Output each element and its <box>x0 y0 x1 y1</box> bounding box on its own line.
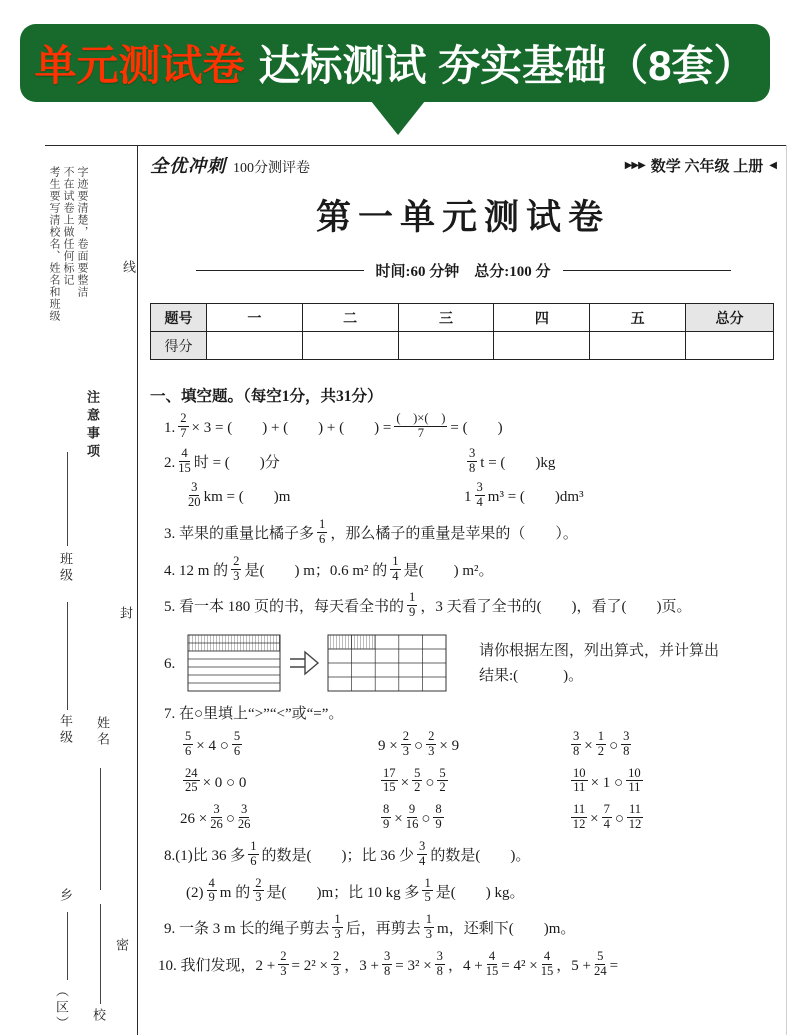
question-4: 4. 12 m 的 $\frac{2}{3}$ 是( ) m；0.6 m² 的 $\frac{1}{4}$ 是( ) m²。 <box>164 553 494 583</box>
comparison-cell: $\frac{10}{11}$ × 1 ○ $\frac{10}{11}$ <box>573 765 641 795</box>
score-row-label: 得分 <box>151 332 207 360</box>
subject-text: 数学 六年级 上册 <box>650 158 764 175</box>
question-2d: 1 $\frac{3}{4}$ m³ = ( )dm³ <box>464 480 584 510</box>
town-label: 乡 <box>58 888 73 904</box>
comparison-cell: $\frac{8}{9}$ × $\frac{9}{16}$ ○ $\frac{8}{9}$ <box>383 802 442 832</box>
score-table <box>150 303 774 360</box>
score-input-cell <box>302 332 398 360</box>
paper-title: 第一单元测试卷 <box>315 198 610 237</box>
meta-text: 时间:60 分钟 总分:100 分 <box>375 264 551 280</box>
score-input-cell <box>398 332 494 360</box>
question-10: 10. 我们发现，2 + $\frac{2}{3}$ = 2² × $\frac{2}{3}$ ，3 + $\frac{3}{8}$ = 3² × $\frac{3}{8}$ ，4 + $\frac{4}{15}$ = 4² × $\frac{4}{15}$ ，5 + $\frac{5}{24}$ = <box>158 949 619 978</box>
score-header-cell: 二 <box>302 304 398 332</box>
comparison-cell: 9 × $\frac{2}{3}$ ○ $\frac{2}{3}$ × 9 <box>378 728 460 758</box>
promo-banner <box>20 24 770 102</box>
comparison-cell: $\frac{24}{25}$ × 0 ○ 0 <box>185 765 247 795</box>
question-8-part-1: 8.(1)比 36 多 $\frac{1}{6}$ 的数是( )；比 36 少 $\frac{3}{4}$ 的数是( )。 <box>164 838 531 868</box>
score-header-row <box>151 304 774 332</box>
question-2b: $\frac{3}{8}$ t = ( )kg <box>469 445 556 475</box>
blank-line <box>67 602 68 710</box>
paper-content <box>150 154 776 981</box>
question-3: 3. 苹果的重量比橘子多 $\frac{1}{6}$ ，那么橘子的重量是苹果的（ ）。 <box>164 517 578 546</box>
name-label: 姓名 <box>95 716 110 748</box>
brand-subtitle: 100分测评卷 <box>233 161 310 176</box>
score-value-row <box>151 332 774 360</box>
score-header-cell: 题号 <box>151 304 207 332</box>
score-header-cell: 五 <box>590 304 686 332</box>
question-2-line-1 <box>164 445 776 478</box>
banner-pointer-triangle <box>371 101 425 135</box>
district-label: （区） <box>54 984 69 1032</box>
blank-line <box>100 904 101 1004</box>
exam-notices <box>46 166 89 384</box>
paper-right-edge <box>786 145 787 1035</box>
seal-char-mi: 密 <box>114 938 129 954</box>
notice-line: 考生要写清校名、姓名和班级 <box>48 166 60 322</box>
left-arrow-icon: ◀ <box>769 159 776 171</box>
fraction-model-diagram <box>186 632 451 696</box>
question-2a: 2. $\frac{4}{15}$ 时 = ( )分 <box>164 445 280 475</box>
blank-line <box>67 912 68 980</box>
question-5: 5. 看一本 180 页的书，每天看全书的 $\frac{1}{9}$ ，3 天看了全书的( )，看了( )页。 <box>164 590 692 620</box>
notice-line: 不在试卷上做任何标记 <box>62 166 74 286</box>
score-input-cell <box>686 332 774 360</box>
score-header-cell: 三 <box>398 304 494 332</box>
section-1-heading: 一、填空题。（每空1分，共31分） <box>150 388 383 405</box>
score-input-cell <box>206 332 302 360</box>
meta-rule-left <box>196 270 364 271</box>
paper-header <box>150 154 776 176</box>
question-9: 9. 一条 3 m 长的绳子剪去 $\frac{1}{3}$ 后，再剪去 $\frac{1}{3}$ m，还剩下( )m。 <box>164 912 576 942</box>
comparison-cell: $\frac{3}{8}$ × $\frac{1}{2}$ ○ $\frac{3}{8}$ <box>573 728 630 758</box>
seal-vertical-line <box>137 145 138 1035</box>
banner-highlight-text: 单元测试卷 <box>34 42 245 89</box>
meta-rule-right <box>563 270 731 271</box>
comparison-cell: 26 × $\frac{3}{26}$ ○ $\frac{3}{26}$ <box>180 802 251 832</box>
blank-line <box>67 452 68 546</box>
score-input-cell <box>494 332 590 360</box>
seal-char-feng: 封 <box>118 606 133 622</box>
comparison-cell: $\frac{5}{6}$ × 4 ○ $\frac{5}{6}$ <box>185 728 241 758</box>
score-header-cell: 总分 <box>686 304 774 332</box>
notice-line: 字迹要清楚，卷面要整洁 <box>76 166 88 298</box>
question-7-grid <box>180 728 776 834</box>
score-input-cell <box>590 332 686 360</box>
seal-char-xian: 线 <box>121 260 136 276</box>
question-8-part-2: (2) $\frac{4}{9}$ m 的 $\frac{2}{3}$ 是( )m；比 10 kg 多 $\frac{1}{5}$ 是( ) kg。 <box>186 875 525 905</box>
question-7-intro: 7. 在○里填上“>”“<”或“=”。 <box>164 706 344 723</box>
score-header-cell: 一 <box>206 304 302 332</box>
blank-line <box>100 768 101 890</box>
question-6-number: 6. <box>164 655 176 672</box>
brand-logo-text: 全优冲刺 <box>150 156 226 176</box>
brand-group <box>150 152 310 178</box>
question-6 <box>164 632 776 696</box>
school-label: 校 <box>91 1008 106 1024</box>
notices-label: 注意事项 <box>85 390 100 462</box>
grade-label: 年级 <box>58 714 73 746</box>
question-1: 1. $\frac{2}{7}$ × 3 = ( ) + ( ) + ( ) = ( )×( ) 7 = ( ) <box>164 411 503 440</box>
question-2-line-2 <box>164 480 776 512</box>
class-label: 班级 <box>58 552 73 584</box>
time-score-line <box>150 260 776 281</box>
score-header-cell: 四 <box>494 304 590 332</box>
comparison-cell: $\frac{17}{15}$ × $\frac{5}{2}$ ○ $\frac{5}{2}$ <box>383 765 446 795</box>
paper-top-border <box>45 145 787 146</box>
question-6-text-line1: 请你根据左图，列出算式，并计算出 <box>479 642 720 659</box>
right-arrows-icon: ▶▶▶ <box>624 159 645 171</box>
comparison-cell: $\frac{11}{12}$ × $\frac{7}{4}$ ○ $\frac{11}{12}$ <box>572 802 642 832</box>
question-6-text <box>479 639 719 690</box>
subject-group <box>625 155 776 176</box>
question-2c: $\frac{3}{20}$ km = ( )m <box>188 480 291 510</box>
banner-text: 达标测试 夯实基础（8套） <box>258 42 756 89</box>
question-6-text-line2: 结果:( )。 <box>479 668 584 685</box>
